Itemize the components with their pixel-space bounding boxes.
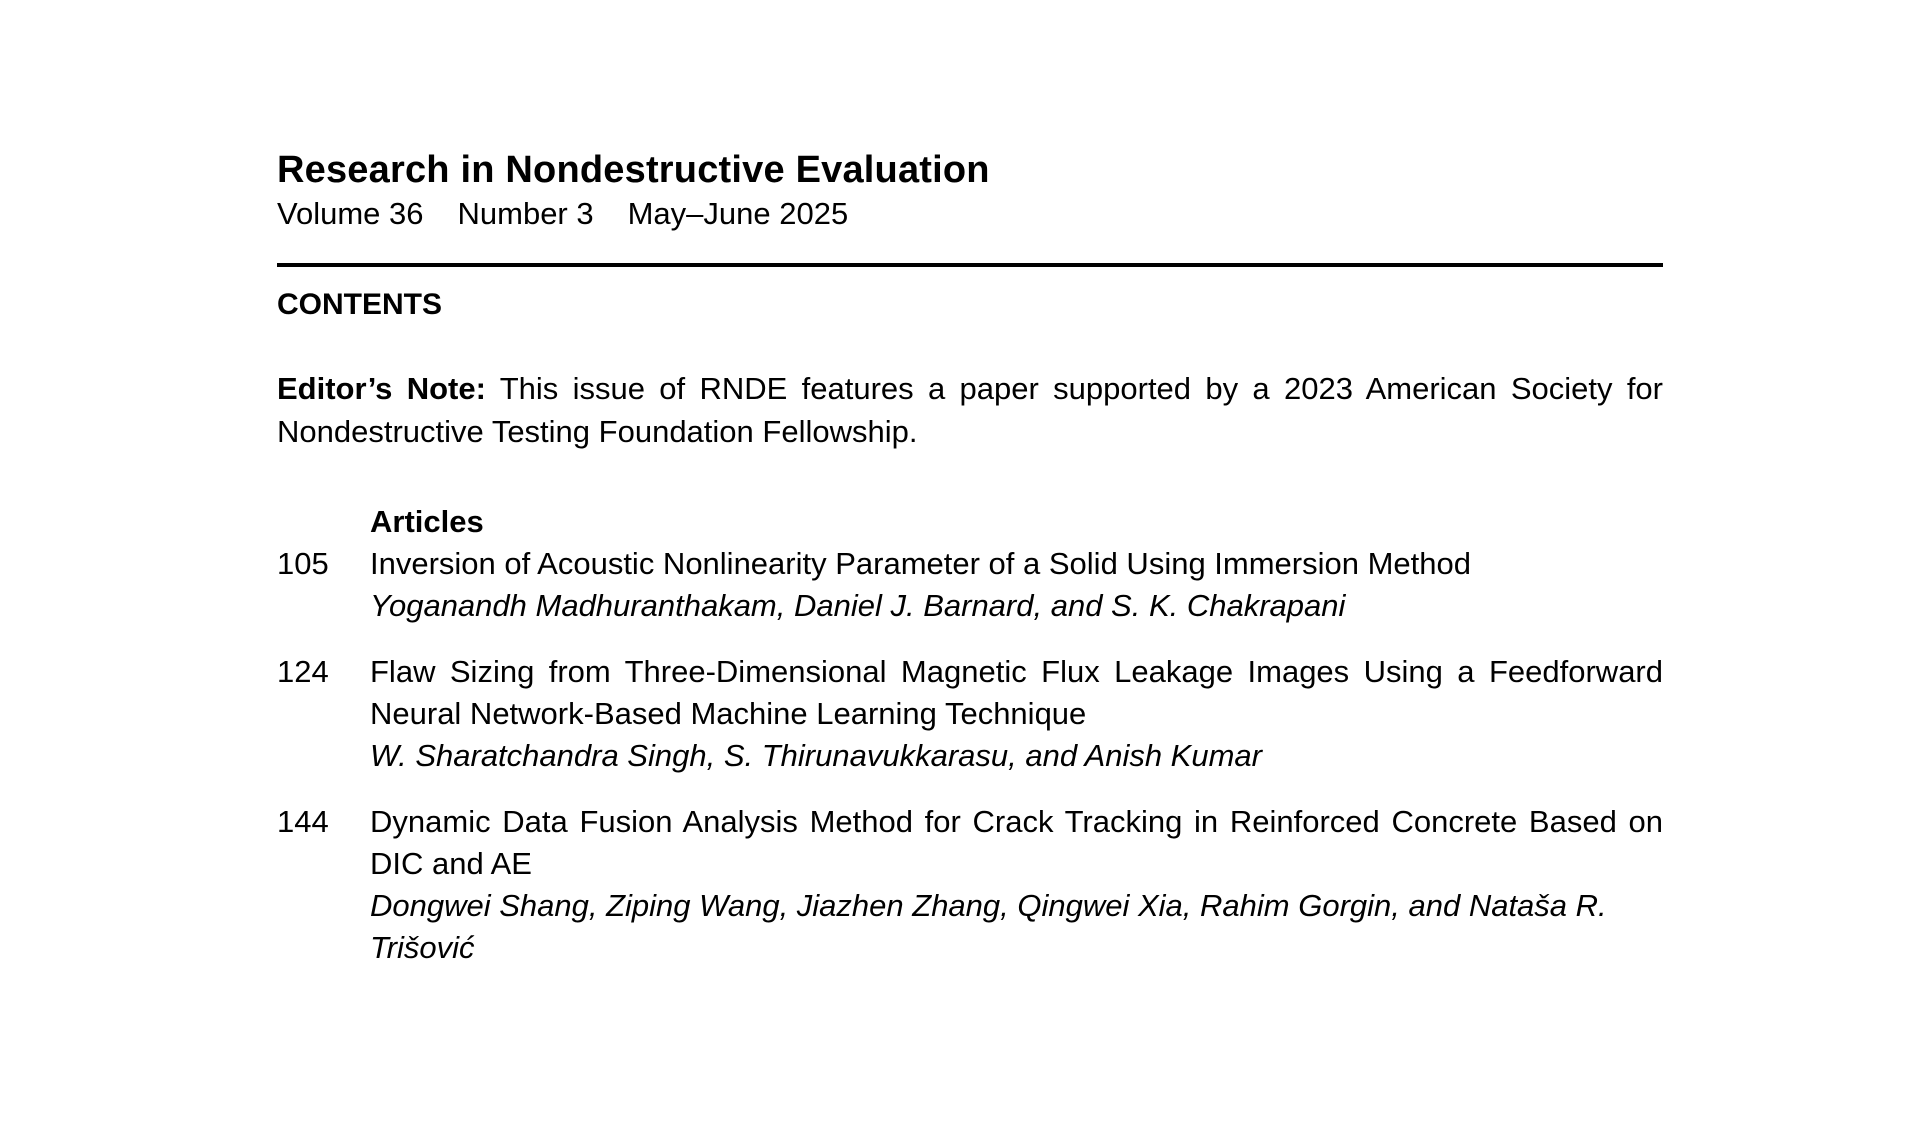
article-authors: Dongwei Shang, Ziping Wang, Jiazhen Zhang, Qingwei Xia, Rahim Gorgin, and Nataša R. Trišović [370,888,1607,965]
article-entry [277,651,1663,777]
contents-heading: CONTENTS [277,288,442,321]
article-title[interactable]: Inversion of Acoustic Nonlinearity Parameter of a Solid Using Immersion Method [370,546,1471,581]
header-rule [277,263,1663,267]
issue-info [277,194,1663,234]
article-body [370,801,1663,969]
contents-page [277,146,1663,969]
article-body [370,543,1663,627]
article-entry [277,801,1663,969]
editor-note [277,367,1663,453]
editor-note-text: This issue of RNDE features a paper supported by a 2023 American Society for Nondestructive Testing Foundation Fellowship. [277,371,1663,449]
article-page-number: 124 [277,654,329,689]
article-page-number: 105 [277,546,329,581]
article-entry [277,543,1663,627]
editor-note-label: Editor’s Note: [277,371,486,406]
articles-section [277,501,1663,969]
article-title[interactable]: Flaw Sizing from Three-Dimensional Magnetic Flux Leakage Images Using a Feedforward Neural Network-Based Machine Learning Technique [370,654,1663,731]
issue-date: May–June 2025 [627,196,849,231]
article-authors: W. Sharatchandra Singh, S. Thirunavukkarasu, and Anish Kumar [370,738,1262,773]
article-title[interactable]: Dynamic Data Fusion Analysis Method for Crack Tracking in Reinforced Concrete Based on DIC and AE [370,804,1663,881]
volume: Volume 36 [277,196,424,231]
article-body [370,651,1663,777]
issue-number: Number 3 [457,196,594,231]
articles-heading: Articles [370,504,484,539]
article-page-number: 144 [277,804,329,839]
journal-title: Research in Nondestructive Evaluation [277,149,990,191]
article-authors: Yoganandh Madhuranthakam, Daniel J. Barnard, and S. K. Chakrapani [370,588,1346,623]
